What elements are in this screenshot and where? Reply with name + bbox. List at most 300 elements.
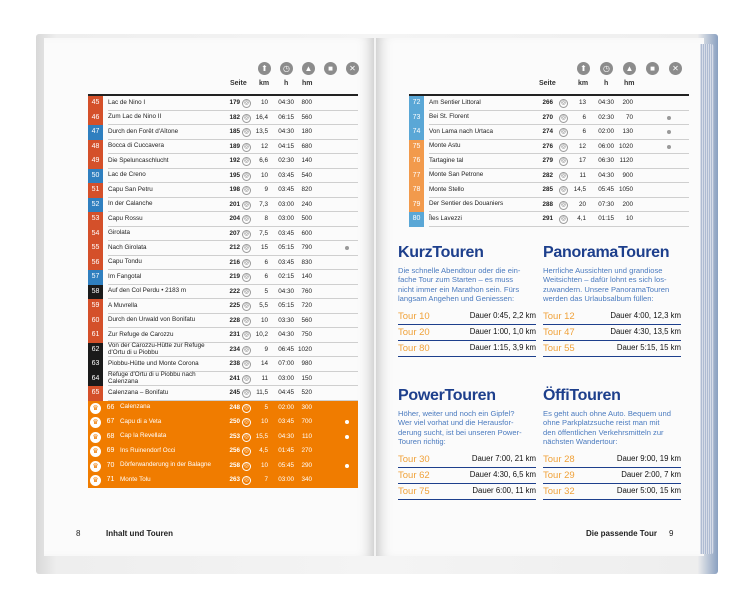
table-row <box>88 198 358 213</box>
duration: 03:00 <box>278 200 294 208</box>
table-row <box>88 169 358 184</box>
page-number: 189 <box>229 142 240 150</box>
elevation-hm: 340 <box>301 476 312 483</box>
page-number: 288 <box>542 200 553 208</box>
duration: 03:45 <box>278 171 294 179</box>
table-row <box>88 299 358 314</box>
right-page-number: 9 <box>669 529 674 538</box>
difficulty-icon: ◎ <box>559 215 568 224</box>
table-row <box>88 372 358 387</box>
distance-km: 10,2 <box>255 331 268 338</box>
distance-km: 14,5 <box>573 186 586 193</box>
tour-name: Durch den Forêt d'Aïtone <box>108 127 179 135</box>
tour-name: Cap la Revellata <box>120 432 167 440</box>
restaurant-marker <box>667 145 671 149</box>
tour-name: In der Calanche <box>108 200 153 208</box>
tour-number: 77 <box>409 169 424 184</box>
difficulty-icon: ◎ <box>242 201 251 210</box>
bus-icon: ■ <box>646 62 659 75</box>
duration: 04:30 <box>598 171 614 179</box>
page-number: 266 <box>542 99 553 106</box>
tour-name: Monte Stello <box>429 185 465 193</box>
tour-number: 71 <box>106 476 115 483</box>
table-row <box>88 401 358 416</box>
box-title: ÖffiTouren <box>543 387 621 404</box>
tour-duration: Dauer 2:00, 7 km <box>621 470 681 479</box>
duration: 04:30 <box>278 331 294 338</box>
seite-header: Seite <box>539 80 556 87</box>
right-table-header <box>0 62 750 92</box>
tour-link[interactable] <box>398 486 536 498</box>
elevation-hm: 200 <box>622 200 633 208</box>
distance-km: 6 <box>264 258 268 266</box>
duration: 03:00 <box>278 374 294 382</box>
tour-name: Von der Carozzu-Hütte zur Refuge d'Ortu di u Piobbu <box>108 342 205 356</box>
duration: 03:30 <box>278 316 294 324</box>
page-number: 216 <box>229 258 240 266</box>
difficulty-icon: ◎ <box>242 172 251 181</box>
difficulty-icon: ◎ <box>242 302 251 311</box>
tour-number: 53 <box>88 212 103 227</box>
box-description-line: derung sucht, ist bei unseren Power- <box>398 427 522 437</box>
page-number: 201 <box>229 200 240 208</box>
page-number: 245 <box>229 389 240 396</box>
page-edges <box>700 44 714 554</box>
tour-duration: Dauer 5:00, 15 km <box>616 486 681 495</box>
tour-underline <box>398 467 536 468</box>
tour-underline <box>543 467 681 468</box>
duration: 04:30 <box>278 99 294 106</box>
duration: 03:45 <box>278 186 294 193</box>
duration: 01:45 <box>278 447 294 454</box>
tour-number: 52 <box>88 198 103 213</box>
distance-km: 5,5 <box>259 302 268 309</box>
right-running-title: Die passende Tour <box>586 529 657 538</box>
restaurant-marker <box>345 420 349 424</box>
bus-icon: ■ <box>324 62 337 75</box>
difficulty-icon: ◎ <box>242 114 251 123</box>
clock-icon: ◷ <box>600 62 613 75</box>
tour-number: 65 <box>88 386 103 401</box>
page-number: 263 <box>229 476 240 483</box>
tour-name: Lac de Nino I <box>108 98 146 106</box>
page-number: 258 <box>229 461 240 469</box>
difficulty-icon: ◎ <box>559 201 568 210</box>
elevation-hm: 290 <box>301 461 312 469</box>
page-number: 192 <box>229 157 240 164</box>
duration: 07:30 <box>598 200 614 208</box>
table-row <box>409 96 689 111</box>
difficulty-icon: ◎ <box>559 157 568 166</box>
distance-km: 15,5 <box>255 432 268 440</box>
tour-number: 70 <box>106 461 115 469</box>
difficulty-icon: ◎ <box>242 375 251 384</box>
tour-name: Von Lama nach Urtaca <box>429 127 494 135</box>
tour-name: Dörferwanderung in der Balagne <box>120 461 212 469</box>
tour-number: 61 <box>88 328 103 343</box>
table-row <box>88 415 358 430</box>
tour-number[interactable]: Tour 47 <box>543 327 575 338</box>
box-description-line: zuwandern. Unsere PanoramaTouren <box>543 284 670 294</box>
elevation-hm: 750 <box>301 331 312 338</box>
table-row <box>88 473 358 488</box>
tour-duration: Dauer 5:15, 15 km <box>616 343 681 352</box>
difficulty-icon: ◎ <box>242 331 251 340</box>
box-title: KurzTouren <box>398 244 484 261</box>
tour-name: Zur Refuge de Carozzu <box>108 330 174 338</box>
elevation-hm: 270 <box>301 447 312 454</box>
tour-link[interactable] <box>398 327 536 339</box>
tour-name: Monte Astu <box>429 142 461 150</box>
signpost-icon: ⬆ <box>577 62 590 75</box>
elevation-hm: 720 <box>301 302 312 309</box>
table-row <box>88 328 358 343</box>
tour-number: 56 <box>88 256 103 271</box>
box-description-line: ohne Parkplatzsuche reist man mit <box>543 418 660 428</box>
page-number: 238 <box>229 360 240 367</box>
tour-duration: Dauer 4:00, 12,3 km <box>610 311 681 320</box>
difficulty-icon: ◎ <box>242 99 251 108</box>
tour-underline <box>398 356 536 357</box>
crown-icon: ♛ <box>90 475 101 486</box>
left-running-title: Inhalt und Touren <box>106 529 173 538</box>
tour-number: 74 <box>409 125 424 140</box>
tour-underline <box>398 499 536 500</box>
page-number: 270 <box>542 113 553 121</box>
duration: 03:45 <box>278 229 294 237</box>
tour-number[interactable]: Tour 75 <box>398 486 430 497</box>
elevation-hm: 680 <box>301 142 312 150</box>
duration: 04:45 <box>278 389 294 396</box>
tour-link[interactable] <box>543 327 681 339</box>
tour-duration: Dauer 4:30, 6,5 km <box>469 470 536 479</box>
duration: 04:30 <box>278 128 294 135</box>
elevation-hm: 110 <box>301 432 312 440</box>
difficulty-icon: ◎ <box>242 476 251 485</box>
difficulty-icon: ◎ <box>559 172 568 181</box>
difficulty-icon: ◎ <box>242 360 251 369</box>
tour-number[interactable]: Tour 32 <box>543 486 575 497</box>
tour-duration: Dauer 4:30, 13,5 km <box>610 327 681 336</box>
page-number: 285 <box>542 186 553 193</box>
col-hm: hm <box>624 80 635 87</box>
elevation-hm: 180 <box>301 128 312 135</box>
left-page-number: 8 <box>76 529 81 538</box>
table-row <box>409 183 689 198</box>
page-number: 274 <box>542 128 553 135</box>
distance-km: 5 <box>264 287 268 295</box>
table-row <box>88 256 358 271</box>
tour-number[interactable]: Tour 62 <box>398 470 430 481</box>
tour-name: Lac de Creno <box>108 171 146 179</box>
tour-underline <box>398 324 536 325</box>
table-row <box>88 459 358 474</box>
tour-name: Am Sentier Littoral <box>429 98 481 106</box>
elevation-hm: 1120 <box>619 157 633 164</box>
difficulty-icon: ◎ <box>242 433 251 442</box>
distance-km: 11 <box>261 374 268 382</box>
duration: 06:15 <box>278 113 294 121</box>
tour-number: 50 <box>88 169 103 184</box>
table-row <box>88 343 358 358</box>
tour-number: 75 <box>409 140 424 155</box>
crown-icon: ♛ <box>90 446 101 457</box>
duration: 06:45 <box>278 345 294 353</box>
tour-name: Piobbu-Hütte und Monte Corona <box>108 359 199 367</box>
tour-duration: Dauer 6:00, 11 km <box>472 486 536 495</box>
tour-link[interactable] <box>543 470 681 482</box>
difficulty-icon: ◎ <box>559 114 568 123</box>
tour-underline <box>398 483 536 484</box>
page-number: 231 <box>229 331 240 338</box>
duration: 06:30 <box>598 157 614 164</box>
box-description-line: Touren richtig: <box>398 436 446 446</box>
duration: 07:00 <box>278 360 294 367</box>
table-row <box>88 183 358 198</box>
distance-km: 10 <box>260 461 268 469</box>
tour-number[interactable]: Tour 29 <box>543 470 575 481</box>
tour-link[interactable] <box>398 311 536 323</box>
tour-name: Capu Tondu <box>108 258 142 266</box>
page-number: 179 <box>229 99 240 106</box>
distance-km: 10 <box>260 99 268 106</box>
distance-km: 10 <box>260 316 268 324</box>
duration: 04:30 <box>598 99 614 106</box>
elevation-hm: 600 <box>301 229 312 237</box>
tour-duration: Dauer 1:15, 3,9 km <box>469 343 536 352</box>
tour-link[interactable] <box>543 311 681 323</box>
distance-km: 10 <box>260 171 268 179</box>
distance-km: 6 <box>582 113 586 121</box>
tour-number: 57 <box>88 270 103 285</box>
duration: 03:45 <box>278 258 294 266</box>
elevation-hm: 560 <box>301 113 312 121</box>
tour-link[interactable] <box>543 486 681 498</box>
tour-number[interactable]: Tour 30 <box>398 454 430 465</box>
tour-number[interactable]: Tour 55 <box>543 343 575 354</box>
duration: 04:30 <box>278 287 294 295</box>
tour-underline <box>543 324 681 325</box>
table-row <box>88 357 358 372</box>
col-h: h <box>284 80 289 87</box>
elevation-hm: 150 <box>301 374 312 382</box>
tour-duration: Dauer 7:00, 21 km <box>471 454 536 463</box>
duration: 02:30 <box>598 113 614 121</box>
elevation-hm: 240 <box>301 200 312 208</box>
elevation-hm: 140 <box>301 157 312 164</box>
tour-name: Girolata <box>108 229 131 237</box>
box-description-line: nächsten Wandertour: <box>543 436 618 446</box>
duration: 03:45 <box>278 418 294 425</box>
tour-underline <box>543 356 681 357</box>
tour-name: Calenzana – Bonifatu <box>108 388 169 396</box>
duration: 04:15 <box>278 142 294 150</box>
duration: 01:15 <box>598 215 614 222</box>
elevation-hm: 560 <box>301 316 312 324</box>
restaurant-icon: ✕ <box>669 62 682 75</box>
elevation-hm: 790 <box>301 244 312 251</box>
tour-link[interactable] <box>398 470 536 482</box>
distance-km: 7 <box>264 476 268 483</box>
difficulty-icon: ◎ <box>559 186 568 195</box>
page-number: 279 <box>542 157 553 164</box>
difficulty-icon: ◎ <box>242 418 251 427</box>
tour-number: 60 <box>88 314 103 329</box>
distance-km: 13 <box>578 99 586 106</box>
difficulty-icon: ◎ <box>242 404 251 413</box>
distance-km: 9 <box>264 345 268 353</box>
restaurant-icon: ✕ <box>346 62 359 75</box>
page-number: 256 <box>229 447 240 454</box>
elevation-hm: 980 <box>301 360 312 367</box>
duration: 05:45 <box>598 186 614 193</box>
page-number: 282 <box>542 171 553 179</box>
tour-number[interactable]: Tour 80 <box>398 343 430 354</box>
table-row <box>88 285 358 300</box>
page-number: 185 <box>229 128 240 135</box>
difficulty-icon: ◎ <box>242 157 251 166</box>
tour-duration: Dauer 9:00, 19 km <box>616 454 681 463</box>
table-row <box>88 111 358 126</box>
page-number: 207 <box>229 229 240 237</box>
tour-number[interactable]: Tour 20 <box>398 327 430 338</box>
table-row <box>409 125 689 140</box>
duration: 05:15 <box>278 302 294 309</box>
tour-number: 49 <box>88 154 103 169</box>
elevation-hm: 1050 <box>618 186 633 193</box>
difficulty-icon: ◎ <box>242 462 251 471</box>
tour-name: Refuge d'Ortu di u Piobbu nach Calenzana <box>108 371 196 385</box>
tour-number: 72 <box>409 96 424 111</box>
tour-number: 73 <box>409 111 424 126</box>
difficulty-icon: ◎ <box>242 186 251 195</box>
page-number: 276 <box>542 142 553 150</box>
difficulty-icon: ◎ <box>559 143 568 152</box>
page-number: 225 <box>229 302 240 309</box>
box-description-line: Es geht auch ohne Auto. Bequem und <box>543 409 671 418</box>
page-number: 204 <box>229 215 240 222</box>
tour-name: Ins Ruinendorf Occi <box>120 446 176 454</box>
difficulty-icon: ◎ <box>242 244 251 253</box>
distance-km: 4,5 <box>259 447 268 454</box>
elevation-hm: 900 <box>622 171 633 179</box>
distance-km: 5 <box>264 403 268 411</box>
tour-number: 58 <box>88 285 103 300</box>
row-divider <box>429 226 689 227</box>
box-description-line: Wer viel vorhat und die Herausfor- <box>398 418 514 428</box>
box-description-line: den öffentlichen Verkehrsmitteln zur <box>543 427 664 437</box>
tour-number: 76 <box>409 154 424 169</box>
tour-number: 55 <box>88 241 103 256</box>
tour-name: Der Sentier des Douaniers <box>429 200 504 208</box>
box-description-line: Herrliche Aussichten und grandiose <box>543 266 663 275</box>
tour-number[interactable]: Tour 12 <box>543 311 575 322</box>
table-row <box>88 96 358 111</box>
distance-km: 8 <box>264 215 268 222</box>
distance-km: 4,1 <box>577 215 586 222</box>
page-number: 228 <box>229 316 240 324</box>
difficulty-icon: ◎ <box>242 273 251 282</box>
tour-number[interactable]: Tour 28 <box>543 454 575 465</box>
elevation-hm: 500 <box>301 215 312 222</box>
restaurant-marker <box>345 246 349 250</box>
tour-name: A Muvrella <box>108 301 138 309</box>
duration: 02:15 <box>278 273 294 280</box>
distance-km: 11,5 <box>256 389 268 396</box>
tour-link[interactable] <box>398 343 536 355</box>
tour-name: Capu San Petru <box>108 185 153 193</box>
tour-name: Die Speluncaschlucht <box>108 156 169 164</box>
box-description-line: fache Tour zum Starten – es muss <box>398 275 514 285</box>
tour-name: Capu di a Veta <box>120 417 162 425</box>
table-row <box>88 154 358 169</box>
table-row <box>409 140 689 155</box>
elevation-hm: 70 <box>625 113 633 121</box>
page-number: 248 <box>229 403 240 411</box>
distance-km: 6 <box>582 128 586 135</box>
distance-km: 13,5 <box>255 128 268 135</box>
elevation-hm: 540 <box>301 171 312 179</box>
box-description-line: nicht immer ein Marathon sein. Fürs <box>398 284 520 294</box>
tour-link[interactable] <box>398 454 536 466</box>
tour-number: 69 <box>106 447 115 454</box>
duration: 06:00 <box>598 142 614 150</box>
left-tour-table <box>88 94 358 514</box>
page-number: 234 <box>229 345 240 353</box>
difficulty-icon: ◎ <box>242 447 251 456</box>
mountain-icon: ▲ <box>302 62 315 75</box>
elevation-hm: 1020 <box>297 345 312 353</box>
elevation-hm: 300 <box>301 403 312 411</box>
distance-km: 6,6 <box>259 157 268 164</box>
distance-km: 11 <box>579 171 586 179</box>
tour-link[interactable] <box>543 454 681 466</box>
col-h: h <box>604 80 609 87</box>
tour-link[interactable] <box>543 343 681 355</box>
restaurant-marker <box>345 464 349 468</box>
tour-number: 64 <box>88 372 103 387</box>
crown-icon: ♛ <box>90 417 101 428</box>
difficulty-icon: ◎ <box>242 317 251 326</box>
page-number: 291 <box>542 215 553 222</box>
crown-icon: ♛ <box>90 432 101 443</box>
table-row <box>88 241 358 256</box>
distance-km: 10 <box>260 418 268 425</box>
elevation-hm: 700 <box>301 418 312 425</box>
tour-number: 51 <box>88 183 103 198</box>
right-tour-table <box>409 94 689 234</box>
table-row <box>409 212 689 227</box>
tour-underline <box>543 340 681 341</box>
elevation-hm: 820 <box>301 186 312 193</box>
tour-number[interactable]: Tour 10 <box>398 311 430 322</box>
distance-km: 9 <box>264 186 268 193</box>
tour-name: Durch den Urwald von Bonifatu <box>108 316 196 324</box>
difficulty-icon: ◎ <box>242 128 251 137</box>
duration: 05:15 <box>278 244 294 251</box>
tour-number: 66 <box>106 403 115 411</box>
box-title: PanoramaTouren <box>543 244 670 261</box>
difficulty-icon: ◎ <box>242 215 251 224</box>
table-row <box>88 314 358 329</box>
tour-name: Auf den Col Perdu • 2183 m <box>108 287 187 295</box>
elevation-hm: 760 <box>301 287 312 295</box>
table-row <box>409 111 689 126</box>
duration: 02:00 <box>278 403 294 411</box>
distance-km: 15 <box>260 244 268 251</box>
col-km: km <box>578 80 589 87</box>
table-row <box>88 212 358 227</box>
